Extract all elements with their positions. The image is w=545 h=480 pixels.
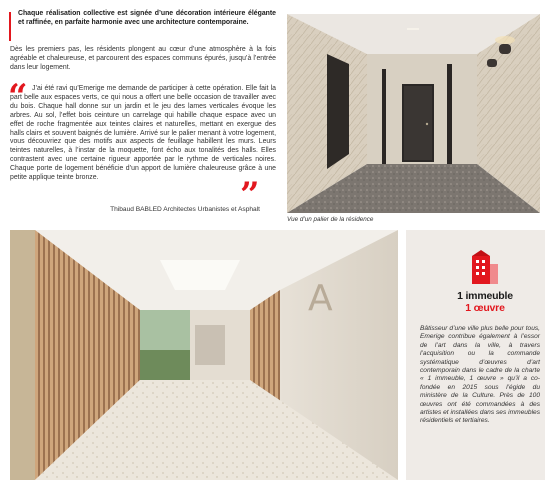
quote-author: Thibaud BABLED Architectes Urbanistes et Asphalt [110, 206, 260, 213]
intro-accent-bar [9, 12, 11, 41]
intro-text: Chaque réalisation collective est signée d’une décoration intérieure élégante et raffinée, en parfaite harmonie avec une architecture contemporaine. [18, 10, 276, 26]
brand-line-1: 1 immeuble [457, 290, 513, 302]
body-paragraph: Dès les premiers pas, les résidents plongent au cœur d’une atmosphère à la fois agréable et chaleureuse, et parcourent des espaces communs épurés, jusqu’à l’entrée dans leur logement. [10, 46, 276, 71]
hall-letter-a: A [308, 278, 333, 319]
landing-photo-caption: Vue d’un palier de la résidence [287, 216, 374, 223]
quote-close-icon: ” [240, 175, 260, 215]
art-charter-text: Bâtisseur d’une ville plus belle pour tous, Emerige contribue également à l’essor de l’art dans la ville, à travers l’acquisition ou la commande systématique d’œuvres d’art contemporain dans le cadre de la charte « 1 immeuble, 1 œuvre » qu’il a co-fondée en 2015 sous l’égide du ministère de la Culture. Près de 100 œuvres ont été commandées à des artistes et installées dans ses immeubles résidentiels et tertiaires. [420, 325, 540, 425]
hall-photo [10, 230, 398, 480]
quote-text: J’ai été ravi qu’Emerige me demande de participer à cette opération. Elle fait la part belle aux espaces verts, ce qui nous a offert une belle occasion de travailler avec du bois. Chaque hall donne sur un jardin et le jeu des lames verticales évoque les arbres. Au sol, l’effet bois ceinture un carrelage qui habille chaque espace avec un effet de roche fragmentée aux teintes claires et naturelles, mettant en exergue des halls clairs et souvent baignés de lumière. Arrivé sur le palier menant à votre logement, vous découvriez que des motifs aux aspects de feuillage habillent les murs. Leurs teintes naturelles, à l’instar de la moquette, font écho aux tonalités des halls. Elles contrastent avec une certaine rigueur apportée par le rythme de verticales noires. Chaque porte de logement bénéficie d’un apport de lumière chaleureuse grâce à une petite applique teinte bronze. [10, 85, 276, 182]
brand-line-2: 1 œuvre [465, 302, 505, 314]
building-logo-icon [470, 250, 500, 284]
landing-photo [287, 14, 540, 213]
quote-open-icon: “ [8, 77, 28, 117]
